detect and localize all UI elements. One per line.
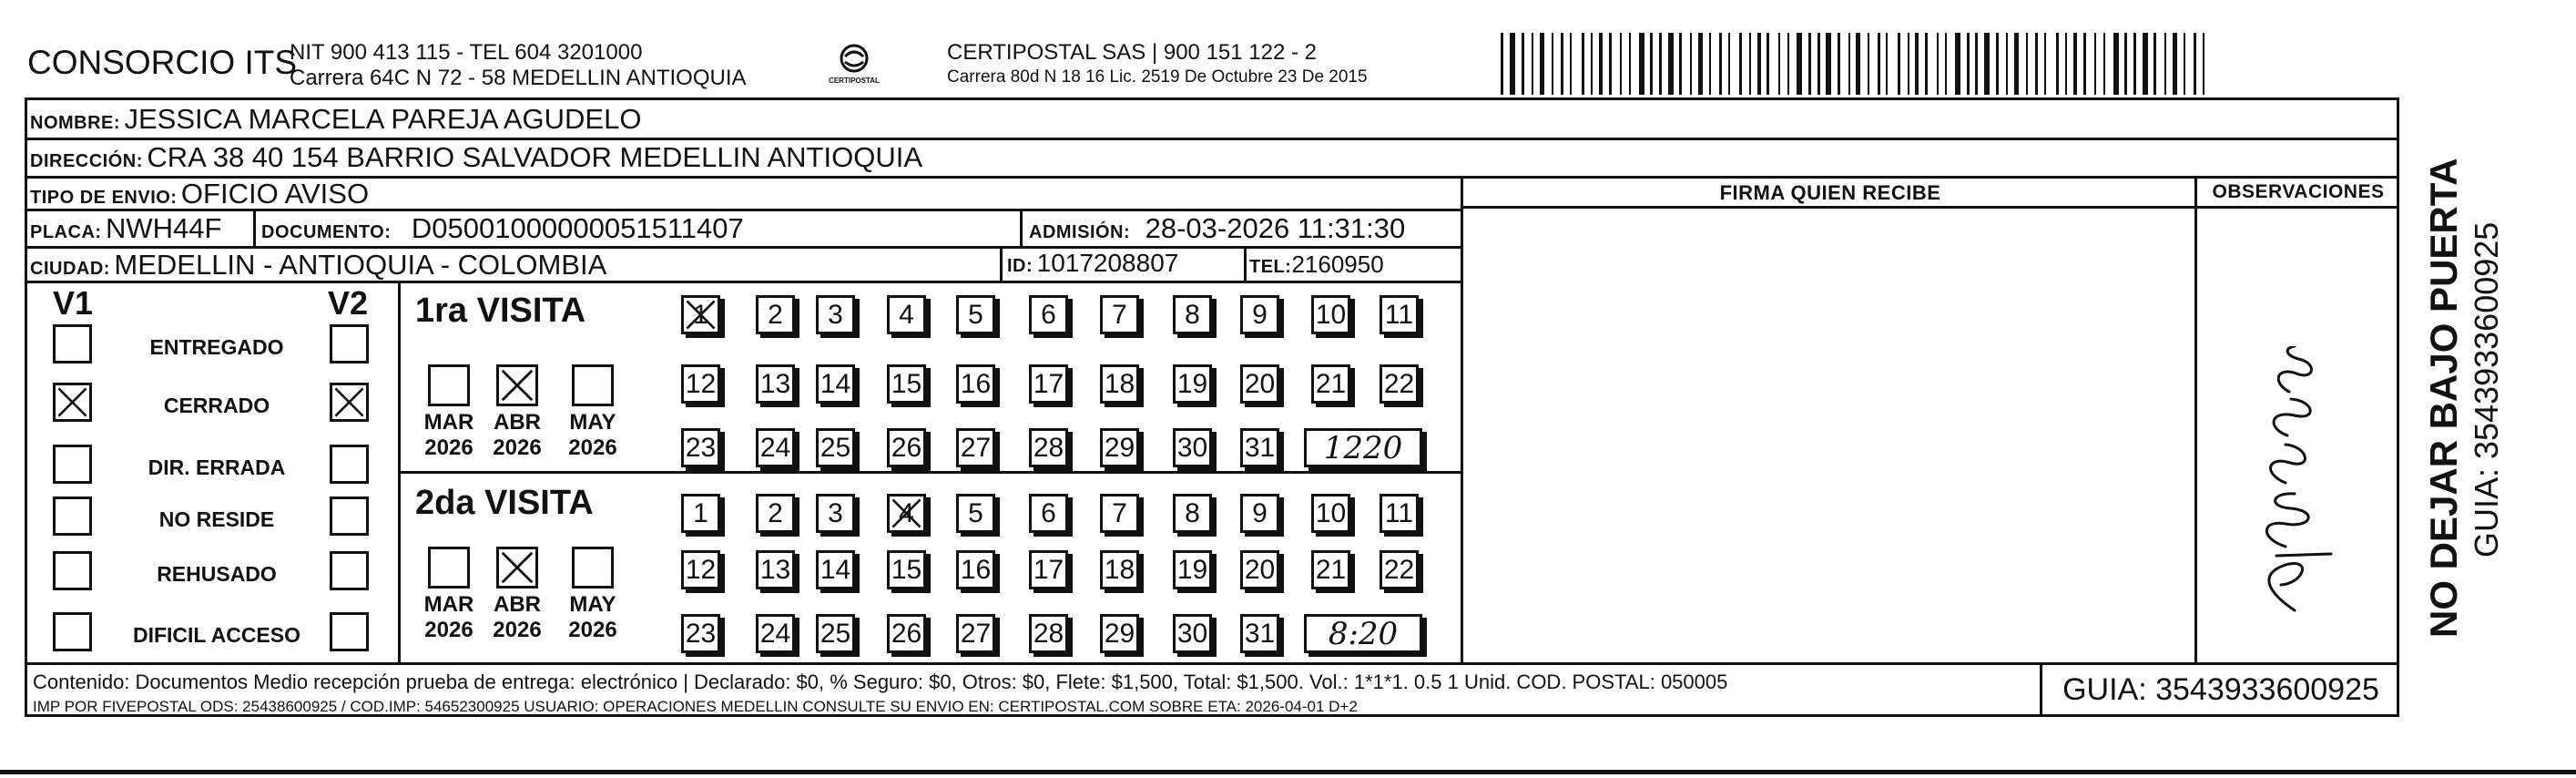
first-visit-month-label: MAY 2026: [568, 410, 617, 460]
certipostal-logo: [827, 40, 881, 91]
second-visit-day-5[interactable]: 5: [956, 494, 995, 533]
admision-label: ADMISIÓN:: [1029, 222, 1131, 242]
side-guia: GUIA: 3543933600925: [2468, 221, 2505, 558]
nombre-row: [30, 103, 641, 136]
v1-checkbox[interactable]: [53, 324, 92, 363]
side-warning: NO DEJAR BAJO PUERTA: [2422, 158, 2465, 638]
id-label: ID:: [1007, 256, 1033, 276]
direccion-value: CRA 38 40 154 BARRIO SALVADOR MEDELLIN ANTIOQUIA: [147, 141, 922, 173]
first-visit-day-8[interactable]: 8: [1173, 295, 1212, 334]
documento-value: D05001000000051511407: [411, 212, 744, 244]
second-visit-month-checkbox[interactable]: [572, 547, 614, 589]
second-visit-day-19[interactable]: 19: [1173, 550, 1212, 589]
second-visit-day-2[interactable]: 2: [756, 494, 795, 533]
first-visit-month-checkbox[interactable]: [496, 364, 538, 406]
placa-value: NWH44F: [106, 212, 222, 244]
v2-checkbox[interactable]: [330, 496, 369, 536]
reason-label: ENTREGADO: [149, 335, 284, 359]
second-visit-day-27[interactable]: 27: [956, 614, 995, 653]
id-cell: [1007, 249, 1178, 278]
tel-cell: [1249, 251, 1384, 279]
ciudad-label: CIUDAD:: [30, 259, 110, 279]
reason-label: REHUSADO: [157, 562, 277, 586]
direccion-label: DIRECCIÓN:: [30, 151, 143, 171]
carrier-line: CERTIPOSTAL SAS | 900 151 122 - 2: [947, 40, 1317, 65]
v1-label: V1: [53, 284, 94, 322]
documento-cell: [261, 212, 744, 245]
first-visit-day-22[interactable]: 22: [1380, 364, 1419, 404]
first-visit-month-checkbox[interactable]: [572, 364, 614, 406]
reason-label: NO RESIDE: [158, 507, 275, 531]
v1-checkbox[interactable]: [53, 445, 92, 484]
second-visit-month-checkbox[interactable]: [428, 547, 470, 589]
admision-value: 28-03-2026 11:31:30: [1145, 212, 1406, 244]
ciudad-cell: [30, 249, 606, 282]
first-visit-day-6[interactable]: 6: [1029, 295, 1068, 334]
second-visit-day-23[interactable]: 23: [681, 614, 720, 653]
first-visit-day-14[interactable]: 14: [816, 364, 855, 404]
first-visit-month-checkbox[interactable]: [428, 364, 470, 406]
first-visit-day-27[interactable]: 27: [956, 428, 995, 467]
first-visit-day-2[interactable]: 2: [756, 295, 795, 334]
first-visit-day-5[interactable]: 5: [956, 295, 995, 334]
second-visit-day-28[interactable]: 28: [1029, 614, 1068, 653]
second-visit-day-11[interactable]: 11: [1380, 494, 1419, 533]
second-visit-day-30[interactable]: 30: [1173, 614, 1212, 653]
reason-label: DIFICIL ACCESO: [132, 623, 300, 647]
second-visit-label: 2da VISITA: [415, 484, 594, 522]
second-visit-day-3[interactable]: 3: [816, 494, 855, 533]
v2-label: V2: [328, 284, 369, 322]
day-x-mark: [890, 496, 923, 530]
first-visit-day-21[interactable]: 21: [1311, 364, 1350, 404]
tel-label: TEL:: [1249, 257, 1292, 277]
v1-checkbox[interactable]: [53, 496, 92, 536]
day-x-mark: [684, 298, 718, 332]
first-visit-label: 1ra VISITA: [415, 292, 586, 330]
first-visit-day-28[interactable]: 28: [1029, 428, 1068, 467]
first-visit-day-24[interactable]: 24: [756, 428, 795, 467]
second-visit-day-4[interactable]: 4: [887, 494, 926, 533]
footer-imp: IMP POR FIVEPOSTAL ODS: 25438600925 / COD.IMP: 54652300925 USUARIO: OPERACIONES MEDELLIN CONSULTE SU ENVIO EN: CERTIPOSTAL.COM SOBRE ETA: 2026-04-01 D+2: [33, 698, 1358, 715]
first-visit-day-12[interactable]: 12: [681, 364, 720, 404]
id-value: 1017208807: [1036, 249, 1179, 277]
second-visit-day-31[interactable]: 31: [1240, 614, 1279, 653]
second-visit-day-20[interactable]: 20: [1240, 550, 1279, 589]
first-visit-day-3[interactable]: 3: [816, 295, 855, 334]
v2-checkbox[interactable]: [330, 612, 369, 651]
reason-label: DIR. ERRADA: [148, 456, 286, 479]
v2-checkbox[interactable]: [330, 551, 369, 590]
first-visit-day-4[interactable]: 4: [887, 295, 926, 334]
second-visit-day-15[interactable]: 15: [887, 550, 926, 589]
placa-cell: [30, 212, 221, 245]
footer-contenido: Contenido: Documentos Medio recepción prueba de entrega: electrónico | Declarado: $0, % Seguro: $0, Otros: $0, Flete: $1,500, Total: $1,500. Vol.: 1*1*1. 0.5 1 Unid. COD. POSTAL: 050005: [33, 671, 1728, 693]
ciudad-value: MEDELLIN - ANTIOQUIA - COLOMBIA: [114, 249, 607, 281]
v2-checkbox[interactable]: [330, 324, 369, 363]
first-visit-day-11[interactable]: 11: [1380, 295, 1419, 334]
second-visit-day-9[interactable]: 9: [1240, 494, 1279, 533]
second-visit-day-16[interactable]: 16: [956, 550, 995, 589]
first-visit-day-10[interactable]: 10: [1311, 295, 1350, 334]
carrier-address: Carrera 80d N 18 16 Lic. 2519 De Octubre 23 De 2015: [947, 67, 1368, 87]
first-visit-day-26[interactable]: 26: [887, 428, 926, 467]
tel-value: 2160950: [1291, 251, 1384, 278]
first-visit-day-19[interactable]: 19: [1173, 364, 1212, 404]
first-visit-month-label: MAR 2026: [423, 410, 474, 460]
handwritten-signature: [2231, 346, 2358, 619]
second-visit-day-14[interactable]: 14: [816, 550, 855, 589]
first-visit-day-31[interactable]: 31: [1240, 428, 1279, 467]
observaciones-label: OBSERVACIONES: [2212, 181, 2385, 202]
first-visit-day-13[interactable]: 13: [756, 364, 795, 404]
company-nit-tel: NIT 900 413 115 - TEL 604 3201000: [290, 40, 643, 65]
first-visit-day-29[interactable]: 29: [1100, 428, 1139, 467]
first-visit-day-1[interactable]: 1: [681, 295, 720, 334]
first-visit-time[interactable]: 1220: [1304, 428, 1422, 467]
first-visit-month-label: ABR 2026: [493, 410, 542, 460]
v1-checkbox[interactable]: [53, 383, 92, 422]
second-visit-day-7[interactable]: 7: [1100, 494, 1139, 533]
second-visit-day-1[interactable]: 1: [681, 494, 720, 533]
first-visit-day-17[interactable]: 17: [1029, 364, 1068, 404]
nombre-value: JESSICA MARCELA PAREJA AGUDELO: [124, 103, 642, 135]
firma-label: FIRMA QUIEN RECIBE: [1719, 181, 1941, 204]
direccion-row: [30, 141, 922, 174]
first-visit-day-20[interactable]: 20: [1240, 364, 1279, 404]
v2-checkbox[interactable]: [330, 445, 369, 484]
second-visit-month-label: ABR 2026: [493, 592, 542, 642]
first-visit-day-18[interactable]: 18: [1100, 364, 1139, 404]
second-visit-month-label: MAY 2026: [568, 592, 617, 642]
tipo-label: TIPO DE ENVIO:: [30, 188, 178, 208]
reason-label: CERRADO: [163, 394, 270, 417]
second-visit-day-26[interactable]: 26: [887, 614, 926, 653]
admision-cell: [1029, 212, 1405, 245]
second-visit-month-checkbox[interactable]: [496, 547, 538, 589]
nombre-label: NOMBRE:: [30, 113, 121, 133]
second-visit-day-25[interactable]: 25: [816, 614, 855, 653]
tipo-row: [30, 178, 369, 210]
logo-text: CERTIPOSTAL: [829, 77, 880, 85]
second-visit-day-29[interactable]: 29: [1100, 614, 1139, 653]
first-visit-day-9[interactable]: 9: [1240, 295, 1279, 334]
barcode: [1501, 33, 2220, 95]
v2-checkbox[interactable]: [330, 383, 369, 422]
second-visit-day-18[interactable]: 18: [1100, 550, 1139, 589]
second-visit-time[interactable]: 8:20: [1304, 614, 1422, 653]
second-visit-day-8[interactable]: 8: [1173, 494, 1212, 533]
documento-label: DOCUMENTO:: [261, 222, 392, 242]
tipo-value: OFICIO AVISO: [180, 178, 370, 210]
company-name: CONSORCIO ITS: [27, 44, 298, 81]
placa-label: PLACA:: [30, 222, 102, 242]
second-visit-day-13[interactable]: 13: [756, 550, 795, 589]
second-visit-day-10[interactable]: 10: [1311, 494, 1350, 533]
company-address: Carrera 64C N 72 - 58 MEDELLIN ANTIOQUIA: [290, 66, 747, 90]
first-visit-day-30[interactable]: 30: [1173, 428, 1212, 467]
second-visit-day-6[interactable]: 6: [1029, 494, 1068, 533]
first-visit-day-23[interactable]: 23: [681, 428, 720, 467]
second-visit-month-label: MAR 2026: [423, 592, 474, 642]
second-visit-day-21[interactable]: 21: [1311, 550, 1350, 589]
second-visit-day-17[interactable]: 17: [1029, 550, 1068, 589]
v1-checkbox[interactable]: [53, 612, 92, 651]
footer-guia: GUIA: 3543933600925: [2062, 672, 2379, 707]
first-visit-day-7[interactable]: 7: [1100, 295, 1139, 334]
second-visit-day-22[interactable]: 22: [1380, 550, 1419, 589]
first-visit-day-16[interactable]: 16: [956, 364, 995, 404]
second-visit-day-12[interactable]: 12: [681, 550, 720, 589]
first-visit-day-15[interactable]: 15: [887, 364, 926, 404]
second-visit-day-24[interactable]: 24: [756, 614, 795, 653]
first-visit-day-25[interactable]: 25: [816, 428, 855, 467]
v1-checkbox[interactable]: [53, 551, 92, 590]
